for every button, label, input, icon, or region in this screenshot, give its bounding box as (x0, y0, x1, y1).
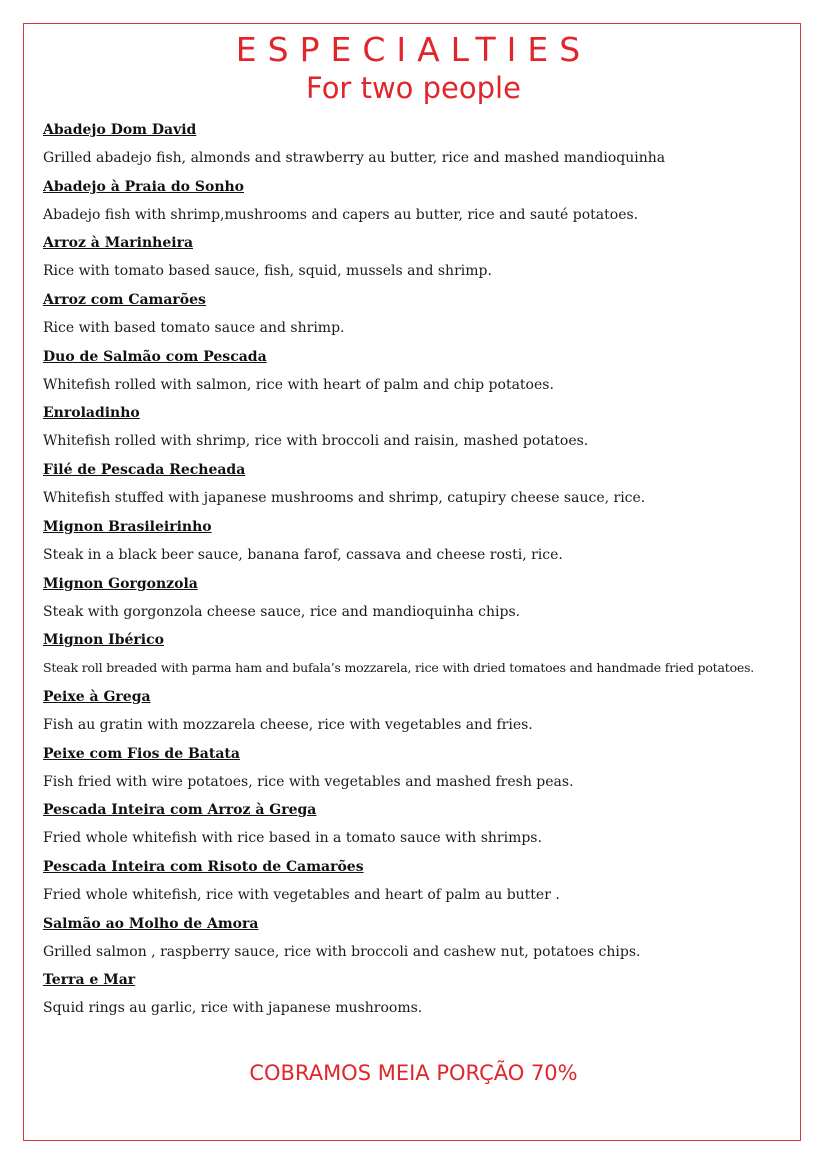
dish-name: Pescada Inteira com Arroz à Grega (43, 802, 317, 819)
dish-name: Peixe à Grega (43, 688, 151, 705)
dish-description: Fish au gratin with mozzarela cheese, rice with vegetables and fries. (43, 716, 533, 733)
menu-item (43, 912, 783, 969)
menu-item (43, 118, 783, 175)
dish-name: Mignon Ibérico (43, 632, 164, 649)
dish-description: Steak with gorgonzola cheese sauce, rice and mandioquinha chips. (43, 603, 521, 620)
menu-item (43, 345, 783, 402)
dish-name: Arroz à Marinheira (43, 235, 194, 252)
dish-description: Abadejo fish with shrimp,mushrooms and capers au butter, rice and sauté potatoes. (43, 206, 639, 223)
dish-description: Whitefish stuffed with japanese mushrooms and shrimp, catupiry cheese sauce, rice. (43, 490, 646, 507)
dish-description: Rice with based tomato sauce and shrimp. (43, 320, 345, 337)
menu-item (43, 401, 783, 458)
dish-description: Grilled abadejo fish, almonds and strawberry au butter, rice and mashed mandioquinha (43, 150, 666, 166)
dish-description: Squid rings au garlic, rice with japanese mushrooms. (43, 1000, 423, 1017)
menu-item (43, 628, 783, 685)
dish-name: Duo de Salmão com Pescada (43, 348, 267, 365)
dish-description: Whitefish rolled with shrimp, rice with broccoli and raisin, mashed potatoes. (43, 433, 589, 450)
menu-item (43, 175, 783, 232)
menu-title: ESPECIALTIES (235, 30, 592, 69)
half-portion-note: COBRAMOS MEIA PORÇÃO 70% (249, 1061, 578, 1085)
dish-description: Fried whole whitefish with rice based in a tomato sauce with shrimps. (43, 830, 542, 847)
dish-description: Steak roll breaded with parma ham and bufala’s mozzarela, rice with dried tomatoes and handmade fried potatoes. (43, 660, 755, 676)
dish-description: Rice with tomato based sauce, fish, squid, mussels and shrimp. (43, 263, 492, 280)
dish-name: Terra e Mar (43, 972, 136, 989)
menu-item (43, 458, 783, 515)
dish-description: Fried whole whitefish, rice with vegetables and heart of palm au butter . (43, 886, 560, 903)
dish-name: Abadejo Dom David (43, 122, 197, 138)
menu-item (43, 798, 783, 855)
dish-name: Peixe com Fios de Batata (43, 745, 240, 762)
menu-item (43, 968, 783, 1025)
menu-item (43, 855, 783, 912)
dish-description: Grilled salmon , raspberry sauce, rice with broccoli and cashew nut, potatoes chips. (43, 943, 641, 960)
dish-description: Fish fried with wire potatoes, rice with vegetables and mashed fresh peas. (43, 773, 574, 790)
menu-item (43, 515, 783, 572)
menu-item (43, 231, 783, 288)
menu-item (43, 685, 783, 742)
menu-list (43, 118, 783, 1025)
menu-item (43, 742, 783, 799)
dish-name: Enroladinho (43, 405, 140, 422)
dish-description: Steak in a black beer sauce, banana farof, cassava and cheese rosti, rice. (43, 546, 563, 563)
menu-item (43, 572, 783, 629)
dish-description: Whitefish rolled with salmon, rice with heart of palm and chip potatoes. (43, 376, 554, 393)
dish-name: Filé de Pescada Recheada (43, 462, 246, 479)
dish-name: Mignon Gorgonzola (43, 575, 198, 592)
dish-name: Pescada Inteira com Risoto de Camarões (43, 858, 364, 875)
dish-name: Mignon Brasileirinho (43, 518, 212, 535)
menu-subtitle: For two people (306, 71, 521, 105)
dish-name: Salmão ao Molho de Amora (43, 915, 259, 932)
dish-name: Abadejo à Praia do Sonho (43, 178, 245, 195)
menu-item (43, 288, 783, 345)
dish-name: Arroz com Camarões (43, 292, 206, 309)
